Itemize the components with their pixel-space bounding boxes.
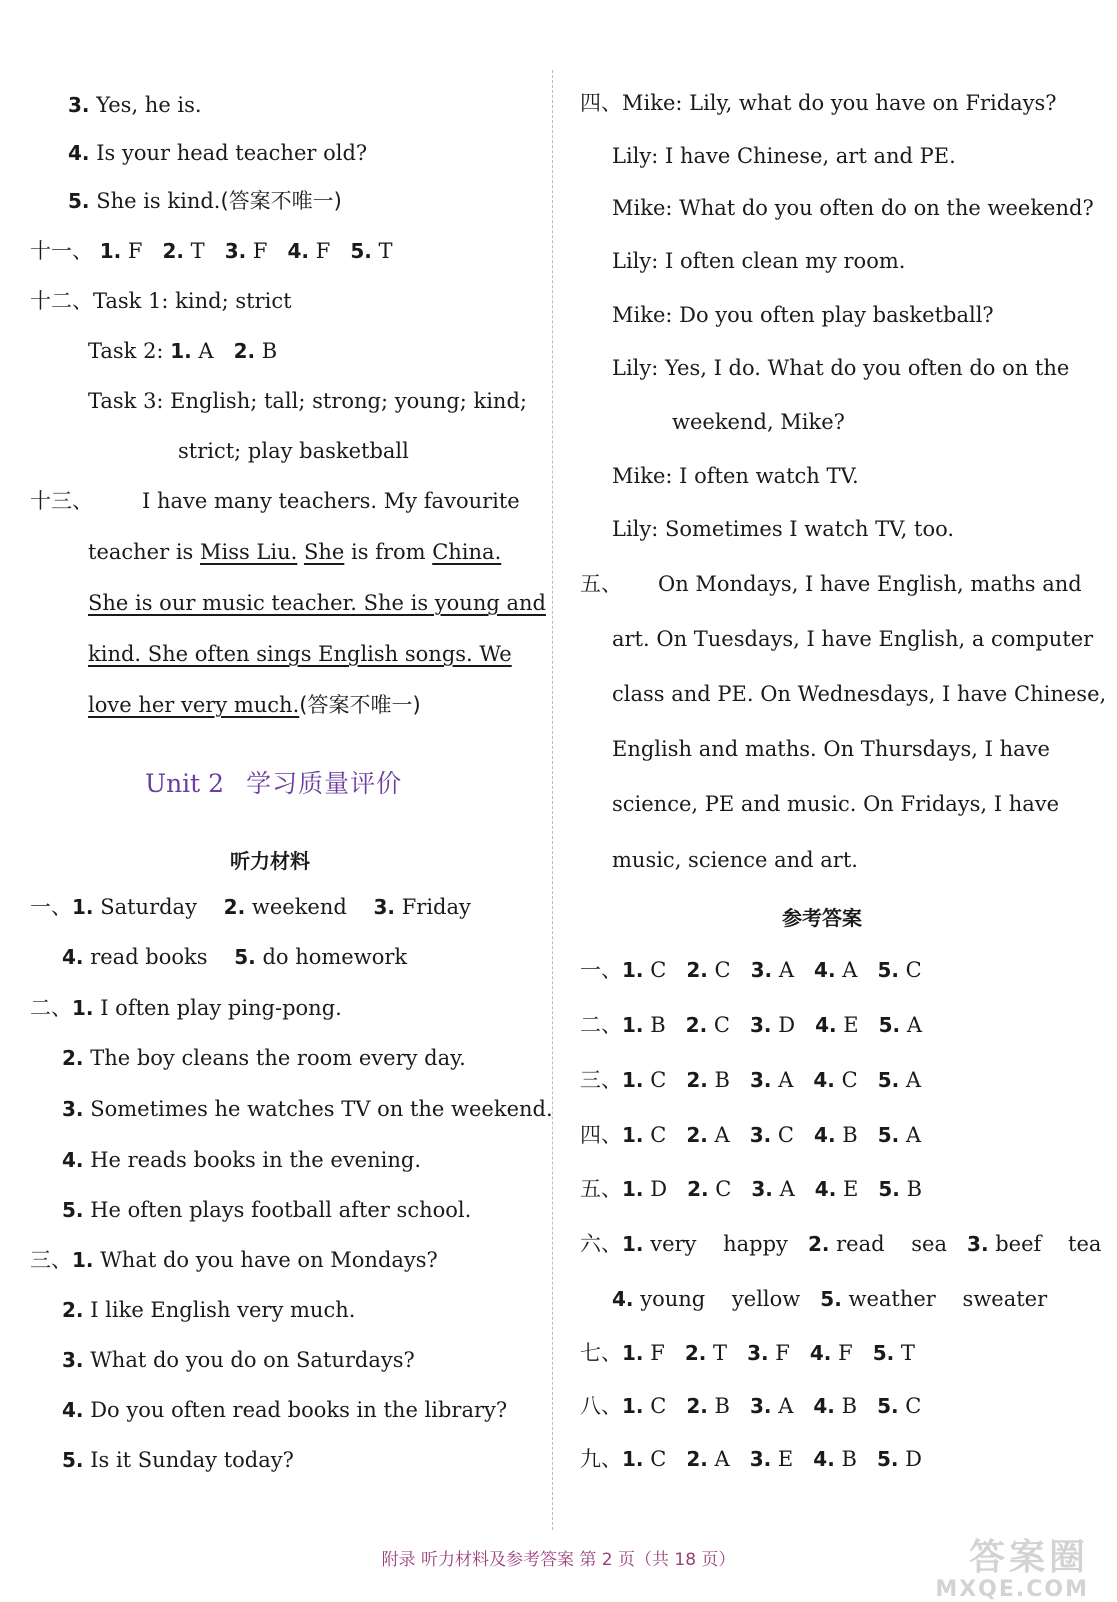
item-number: 3. — [749, 1068, 772, 1092]
section-label: 一、 — [580, 958, 622, 982]
answer-value: very happy — [650, 1232, 788, 1256]
passage-line: class and PE. On Wednesdays, I have Chinese, — [612, 682, 1107, 706]
dialogue-line: Lily: Sometimes I watch TV, too. — [612, 517, 955, 541]
answer-value: B — [906, 1177, 923, 1201]
answer-value: B — [841, 1447, 857, 1471]
item-number: 5. — [62, 1448, 84, 1472]
section-label: 七、 — [580, 1341, 622, 1365]
answer-row — [580, 957, 922, 983]
item-number: 4. — [287, 239, 310, 263]
item-number: 3. — [747, 1341, 769, 1365]
item-text: do homework — [262, 945, 408, 969]
answer-value: F — [246, 239, 268, 263]
listening-row — [62, 1096, 553, 1122]
item-number: 2. — [686, 958, 708, 982]
answer-value: C — [650, 1447, 667, 1471]
answer-value: A — [905, 1123, 922, 1147]
section-label: 九、 — [580, 1447, 622, 1471]
answer-value: A — [714, 1123, 730, 1147]
answer-value: B — [650, 1013, 666, 1037]
task-text: strict; play basketball — [178, 439, 409, 463]
answer-value: A — [906, 1013, 923, 1037]
item-text: Friday — [401, 895, 471, 919]
answer-value: A — [779, 1177, 795, 1201]
item-number: 1. — [622, 1447, 644, 1471]
task-line — [88, 388, 527, 414]
dialogue-line — [580, 90, 1057, 116]
passage-line: science, PE and music. On Fridays, I have — [612, 792, 1060, 816]
answer-value: C — [905, 958, 922, 982]
answer-value: T — [184, 239, 205, 263]
answer-text: Yes, he is. — [96, 93, 202, 117]
item-number: 3. — [373, 895, 396, 919]
section-label: 五、 — [580, 572, 622, 596]
answer-value: B — [714, 1394, 730, 1418]
item-text: He often plays football after school. — [90, 1198, 472, 1222]
answer-value: beef tea — [995, 1232, 1102, 1256]
item-number: 1. — [72, 996, 94, 1020]
listening-row — [62, 1347, 415, 1373]
answer-value: A — [905, 1068, 922, 1092]
passage-line: music, science and art. — [612, 848, 858, 872]
listening-row — [62, 1397, 507, 1423]
answer-value: A — [778, 1394, 794, 1418]
note-text: (答案不唯一) — [220, 189, 342, 213]
item-number: 5. — [62, 1198, 84, 1222]
task-text: Task 1: kind; strict — [93, 289, 292, 313]
answer-value: B — [841, 1394, 858, 1418]
item-number: 4. — [814, 1123, 836, 1147]
essay-line — [88, 692, 421, 718]
answer-row-s11 — [30, 238, 393, 264]
unit-heading — [145, 764, 402, 800]
answer-value: T — [713, 1341, 728, 1365]
listening-row — [30, 894, 471, 920]
item-number: 3. — [751, 1177, 773, 1201]
answer-value: C — [650, 958, 667, 982]
item-number: 3. — [749, 1013, 772, 1037]
essay-underlined: China. — [432, 540, 502, 564]
item-number: 4. — [809, 1341, 832, 1365]
item-number: 5. — [876, 1447, 899, 1471]
item-number: 3. — [749, 1447, 772, 1471]
item-text: The boy cleans the room every day. — [90, 1046, 466, 1070]
task-line — [88, 338, 277, 364]
section-label: 一、 — [30, 895, 72, 919]
dialogue-line: Mike: What do you often do on the weekend? — [612, 196, 1094, 220]
item-text: I like English very much. — [90, 1298, 356, 1322]
watermark-url: MXQE.COM — [935, 1577, 1089, 1602]
item-number: 1. — [622, 1232, 644, 1256]
item-number: 4. — [612, 1287, 634, 1311]
answer-value: T — [900, 1341, 915, 1365]
item-number: 1. — [622, 1068, 644, 1092]
section-label: 五、 — [580, 1177, 622, 1201]
item-number: 4. — [68, 141, 90, 165]
item-text: He reads books in the evening. — [90, 1148, 421, 1172]
unit-subtitle: 学习质量评价 — [246, 769, 403, 798]
answer-value: B — [842, 1123, 858, 1147]
item-text: Is it Sunday today? — [90, 1448, 294, 1472]
item-number: 1. — [622, 1013, 644, 1037]
dialogue-text: Mike: Lily, what do you have on Fridays? — [622, 91, 1057, 115]
section-label: 十二、 — [30, 289, 93, 313]
item-number: 5. — [350, 239, 372, 263]
item-number: 2. — [223, 895, 246, 919]
item-text: weekend — [251, 895, 347, 919]
answer-value: F — [309, 239, 331, 263]
answer-row — [580, 1176, 922, 1202]
answer-line — [68, 188, 342, 214]
listening-row — [30, 1247, 438, 1273]
answer-row-s12 — [30, 288, 292, 314]
answer-row — [580, 1393, 921, 1419]
task-line — [178, 438, 409, 464]
answer-value: A — [778, 1068, 794, 1092]
item-number: 5. — [877, 1123, 900, 1147]
listening-row — [62, 1297, 355, 1323]
answer-value: C — [715, 1177, 732, 1201]
item-number: 4. — [814, 958, 836, 982]
item-number: 3. — [749, 1123, 772, 1147]
item-number: 1. — [622, 1341, 644, 1365]
item-number: 2. — [686, 1394, 708, 1418]
item-text: What do you have on Mondays? — [100, 1248, 438, 1272]
dialogue-line: Mike: Do you often play basketball? — [612, 303, 994, 327]
dialogue-line: Lily: Yes, I do. What do you often do on the — [612, 356, 1070, 380]
answer-row — [580, 1446, 922, 1472]
section-label-s5 — [580, 571, 622, 597]
essay-underlined: Miss Liu. — [199, 540, 298, 564]
column-divider — [552, 70, 553, 1530]
essay-underlined: love her very much. — [88, 693, 300, 717]
item-number: 3. — [62, 1097, 84, 1121]
item-text: Saturday — [100, 895, 197, 919]
item-number: 4. — [62, 1398, 84, 1422]
item-number: 5. — [872, 1341, 895, 1365]
answer-value: C — [714, 958, 731, 982]
essay-text: teacher is — [88, 540, 200, 564]
item-number: 4. — [62, 945, 84, 969]
section-label: 三、 — [580, 1068, 622, 1092]
passage-line: English and maths. On Thursdays, I have — [612, 737, 1050, 761]
item-number: 3. — [967, 1232, 989, 1256]
dialogue-line: weekend, Mike? — [672, 410, 845, 434]
answer-value: F — [121, 239, 143, 263]
listening-row — [62, 1147, 421, 1173]
answer-value: D — [650, 1177, 668, 1201]
answer-value: F — [650, 1341, 665, 1365]
note-text: (答案不唯一) — [299, 693, 421, 717]
item-number: 2. — [162, 239, 184, 263]
item-number: 3. — [749, 1394, 772, 1418]
item-number: 1. — [622, 1394, 644, 1418]
page-footer: 附录 听力材料及参考答案 第 2 页（共 18 页） — [381, 1550, 736, 1570]
item-number: 2. — [686, 1123, 708, 1147]
essay-underlined: She is our music teacher. She is young and — [88, 591, 546, 615]
essay-text: is from — [344, 540, 433, 564]
essay-line — [142, 488, 524, 514]
listening-row — [30, 995, 342, 1021]
item-number: 2. — [684, 1341, 707, 1365]
answer-value: weather sweater — [848, 1287, 1048, 1311]
dialogue-line: Mike: I often watch TV. — [612, 464, 859, 488]
answer-row — [580, 1122, 921, 1148]
answer-value: T — [371, 239, 393, 263]
answer-value: D — [905, 1447, 923, 1471]
item-number: 3. — [750, 958, 773, 982]
item-number: 2. — [685, 1013, 708, 1037]
item-number: 5. — [68, 189, 90, 213]
listening-row — [62, 1045, 466, 1071]
answer-row — [580, 1067, 921, 1093]
item-number: 4. — [813, 1068, 835, 1092]
answer-value: C — [650, 1068, 667, 1092]
item-number: 4. — [813, 1394, 835, 1418]
section-label: 十一、 — [30, 239, 93, 263]
answer-value: A — [191, 339, 214, 363]
item-number: 3. — [68, 93, 90, 117]
item-text: I often play ping-pong. — [100, 996, 342, 1020]
listening-row — [62, 944, 407, 970]
answer-value: young yellow — [640, 1287, 801, 1311]
item-number: 1. — [622, 1177, 644, 1201]
item-number: 3. — [62, 1348, 84, 1372]
watermark-text: 答案圈 — [968, 1537, 1089, 1578]
answer-value: read sea — [836, 1232, 947, 1256]
watermark-logo — [935, 1538, 1089, 1602]
item-number: 5. — [877, 958, 899, 982]
essay-text: I have many teachers. My favourite — [142, 489, 520, 513]
answer-value: F — [838, 1341, 853, 1365]
item-number: 4. — [62, 1148, 84, 1172]
listening-heading: 听力材料 — [230, 849, 310, 873]
answer-line — [68, 92, 202, 118]
item-number: 3. — [224, 239, 247, 263]
item-number: 4. — [813, 1447, 835, 1471]
section-label-s13 — [30, 488, 93, 514]
section-label: 二、 — [30, 996, 72, 1020]
answer-value: E — [843, 1177, 859, 1201]
answer-value: C — [713, 1013, 730, 1037]
section-label: 四、 — [580, 91, 622, 115]
section-label: 八、 — [580, 1394, 622, 1418]
task-text: Task 3: English; tall; strong; young; kind; — [88, 389, 527, 413]
listening-row — [62, 1447, 294, 1473]
section-label: 四、 — [580, 1123, 622, 1147]
answer-row — [580, 1231, 1101, 1257]
answer-value: B — [714, 1068, 730, 1092]
essay-text — [297, 540, 304, 564]
item-text: Sometimes he watches TV on the weekend. — [90, 1097, 553, 1121]
item-number: 1. — [72, 895, 94, 919]
answer-value: A — [778, 958, 794, 982]
item-number: 1. — [622, 958, 644, 982]
answer-value: A — [714, 1447, 730, 1471]
section-label: 二、 — [580, 1013, 622, 1037]
answer-value: F — [775, 1341, 790, 1365]
unit-number: Unit 2 — [145, 769, 225, 798]
item-number: 2. — [686, 1447, 708, 1471]
answer-value: E — [843, 1013, 859, 1037]
answer-value: B — [255, 339, 278, 363]
dialogue-line: Lily: I often clean my room. — [612, 249, 906, 273]
listening-row — [62, 1197, 471, 1223]
item-number: 2. — [62, 1046, 84, 1070]
section-label: 三、 — [30, 1248, 72, 1272]
item-number: 5. — [878, 1177, 900, 1201]
answer-text: She is kind. — [96, 189, 221, 213]
item-number: 5. — [877, 1394, 899, 1418]
passage-line: art. On Tuesdays, I have English, a computer — [612, 627, 1094, 651]
item-text: Do you often read books in the library? — [90, 1398, 508, 1422]
item-number: 2. — [807, 1232, 830, 1256]
answer-row — [580, 1340, 915, 1366]
passage-line: On Mondays, I have English, maths and — [658, 572, 1082, 596]
answer-value: C — [650, 1123, 667, 1147]
answer-value: C — [777, 1123, 794, 1147]
item-number: 1. — [72, 1248, 94, 1272]
item-number: 5. — [877, 1068, 900, 1092]
essay-line — [88, 641, 512, 667]
item-text: read books — [90, 945, 208, 969]
answer-row — [580, 1012, 922, 1038]
item-number: 5. — [878, 1013, 901, 1037]
essay-underlined: kind. She often sings English songs. We — [88, 642, 512, 666]
answer-row — [612, 1286, 1047, 1312]
answers-heading: 参考答案 — [782, 906, 862, 930]
essay-line — [88, 539, 501, 565]
essay-underlined: She — [303, 540, 345, 564]
answer-value: C — [650, 1394, 667, 1418]
answer-value: C — [905, 1394, 922, 1418]
item-number: 4. — [814, 1177, 837, 1201]
answer-line — [68, 140, 367, 166]
section-label: 六、 — [580, 1232, 622, 1256]
section-label: 十三、 — [30, 489, 93, 513]
item-number: 2. — [62, 1298, 84, 1322]
answer-value: A — [842, 958, 858, 982]
item-number: 1. — [622, 1123, 644, 1147]
item-number: 2. — [233, 339, 256, 363]
answer-value: E — [777, 1447, 794, 1471]
item-number: 5. — [234, 945, 256, 969]
item-number: 1. — [99, 239, 122, 263]
item-number: 2. — [686, 1068, 708, 1092]
answer-value: C — [841, 1068, 858, 1092]
task-label: Task 2: — [88, 339, 171, 363]
item-number: 1. — [170, 339, 192, 363]
answer-text: Is your head teacher old? — [96, 141, 368, 165]
answer-value: D — [778, 1013, 796, 1037]
item-text: What do you do on Saturdays? — [90, 1348, 415, 1372]
item-number: 4. — [815, 1013, 837, 1037]
dialogue-line: Lily: I have Chinese, art and PE. — [612, 144, 956, 168]
item-number: 5. — [820, 1287, 842, 1311]
item-number: 2. — [687, 1177, 709, 1201]
essay-line — [88, 590, 546, 616]
